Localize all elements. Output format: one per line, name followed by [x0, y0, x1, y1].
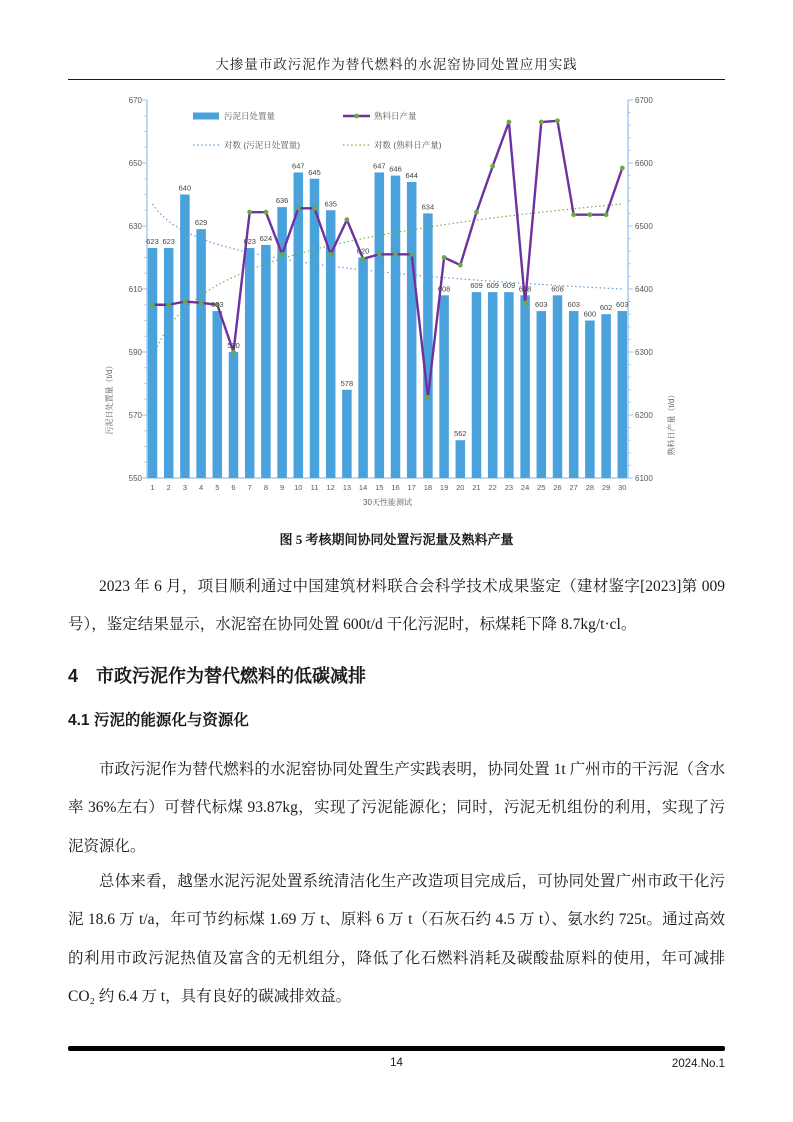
svg-text:23: 23 [504, 483, 514, 492]
svg-text:24: 24 [520, 483, 530, 492]
x-axis-title: 30天性能测试 [363, 498, 412, 507]
svg-text:10: 10 [294, 483, 303, 492]
subsection-heading-4-1: 4.1 污泥的能源化与资源化 [68, 712, 249, 729]
footer-page-number: 14 [390, 1057, 403, 1069]
svg-text:1: 1 [150, 483, 155, 492]
svg-text:608: 608 [437, 284, 451, 294]
svg-text:熟料日产量: 熟料日产量 [374, 111, 417, 121]
svg-text:608: 608 [551, 284, 564, 294]
svg-text:30: 30 [618, 483, 627, 492]
svg-text:603: 603 [616, 300, 629, 310]
svg-text:对数 (污泥日处置量): 对数 (污泥日处置量) [224, 140, 301, 150]
svg-text:6300: 6300 [635, 347, 653, 357]
svg-text:14: 14 [358, 483, 368, 492]
footer-bar [68, 1046, 725, 1051]
svg-text:640: 640 [178, 183, 192, 193]
svg-text:647: 647 [292, 161, 305, 171]
svg-text:550: 550 [128, 473, 142, 483]
svg-text:590: 590 [227, 341, 240, 350]
svg-text:609: 609 [502, 281, 516, 291]
svg-text:16: 16 [391, 483, 400, 492]
svg-text:562: 562 [454, 429, 467, 439]
paragraph-overall-benefit: 总体来看，越堡水泥污泥处置系统清洁化生产改造项目完成后，可协同处置广州市政干化污泥 18.6 万 t/a，年可节约标煤 1.69 万 t、原料 6 万 t（石灰石约 4.5 万 t）、氨水约 725t。通过高效的利用市政污泥热值及富含的无机组分，降低了化石燃料消耗及碳酸盐原料的使用，年可减排 CO₂ 约 6.4 万 t，具有良好的碳减排效益。 [68, 872, 725, 1005]
svg-text:603: 603 [211, 300, 224, 310]
svg-text:6500: 6500 [635, 221, 653, 231]
svg-text:623: 623 [162, 237, 175, 247]
paragraph-energy-resource: 市政污泥作为替代燃料的水泥窑协同处置生产实践表明，协同处置 1t 广州市的干污泥（含水率 36%左右）可替代标煤 93.87kg，实现了污泥能源化；同时，污泥无机组份的利用，实现了污泥资源化。 [68, 760, 725, 855]
svg-text:2: 2 [166, 483, 171, 492]
svg-text:11: 11 [310, 483, 319, 492]
footer-issue: 2024.No.1 [671, 1058, 725, 1070]
svg-text:645: 645 [308, 167, 321, 177]
svg-text:26: 26 [553, 483, 562, 492]
svg-text:650: 650 [128, 158, 142, 168]
svg-text:635: 635 [324, 199, 337, 209]
svg-text:647: 647 [373, 161, 386, 171]
svg-text:15: 15 [375, 483, 384, 492]
svg-text:6600: 6600 [635, 158, 653, 168]
svg-text:624: 624 [259, 233, 273, 243]
svg-text:6: 6 [231, 483, 236, 492]
svg-text:5: 5 [215, 483, 220, 492]
svg-text:18: 18 [423, 483, 433, 492]
paragraph-appraisal: 2023 年 6 月，项目顺利通过中国建筑材料联合会科学技术成果鉴定（建材鉴字[2023]第 009 号），鉴定结果显示，水泥窑在协同处置 600t/d 干化污泥时，标煤耗下降 8.7kg/t·cl。 [68, 577, 725, 633]
trendline [153, 204, 623, 289]
header-title: 大掺量市政污泥作为替代燃料的水泥窑协同处置应用实践 [215, 57, 578, 72]
svg-text:602: 602 [599, 303, 613, 313]
svg-text:27: 27 [569, 483, 578, 492]
svg-text:578: 578 [340, 378, 354, 388]
svg-text:608: 608 [518, 284, 532, 294]
svg-text:污泥日处置量: 污泥日处置量 [224, 111, 276, 121]
left-axis-title: 污泥日处置量（t/d） [105, 361, 114, 435]
svg-text:610: 610 [128, 284, 142, 294]
svg-text:670: 670 [128, 95, 142, 105]
svg-text:28: 28 [585, 483, 595, 492]
chart-legend [193, 111, 442, 150]
svg-text:6100: 6100 [635, 473, 653, 483]
svg-text:603: 603 [567, 300, 580, 310]
svg-text:629: 629 [194, 218, 208, 228]
svg-text:6700: 6700 [635, 95, 653, 105]
svg-text:6200: 6200 [635, 410, 653, 420]
header-rule [68, 79, 725, 80]
svg-text:21: 21 [472, 483, 481, 492]
svg-text:25: 25 [537, 483, 546, 492]
svg-text:7: 7 [247, 483, 252, 492]
svg-text:644: 644 [405, 170, 418, 180]
svg-text:600: 600 [583, 309, 597, 319]
svg-text:609: 609 [486, 281, 499, 291]
svg-text:22: 22 [488, 483, 497, 492]
svg-text:8: 8 [263, 483, 268, 492]
svg-text:646: 646 [389, 164, 402, 174]
svg-text:636: 636 [275, 196, 289, 206]
svg-text:623: 623 [146, 237, 159, 247]
right-axis-title: 熟料日产量（t/d） [667, 390, 676, 456]
svg-text:对数 (熟料日产量): 对数 (熟料日产量) [374, 140, 442, 150]
svg-text:3: 3 [182, 483, 187, 492]
svg-text:17: 17 [407, 483, 416, 492]
svg-text:20: 20 [456, 483, 465, 492]
svg-text:19: 19 [439, 483, 449, 492]
clinker-sludge-chart [98, 88, 690, 516]
svg-text:570: 570 [128, 410, 142, 420]
svg-text:13: 13 [342, 483, 352, 492]
svg-text:609: 609 [470, 281, 483, 291]
svg-text:590: 590 [128, 347, 142, 357]
figure-caption: 图 5 考核期间协同处置污泥量及熟料产量 [279, 532, 514, 547]
svg-text:623: 623 [243, 237, 256, 247]
svg-text:634: 634 [421, 202, 435, 212]
trendline [153, 204, 623, 358]
svg-text:620: 620 [356, 246, 370, 256]
svg-text:4: 4 [199, 483, 204, 492]
svg-text:6400: 6400 [635, 284, 653, 294]
bar-series [148, 172, 627, 478]
svg-text:29: 29 [601, 483, 611, 492]
svg-text:12: 12 [326, 483, 335, 492]
section-heading-4: 4 市政污泥作为替代燃料的低碳减排 [68, 666, 367, 686]
svg-text:9: 9 [280, 483, 285, 492]
svg-text:603: 603 [535, 300, 548, 310]
svg-text:630: 630 [128, 221, 142, 231]
